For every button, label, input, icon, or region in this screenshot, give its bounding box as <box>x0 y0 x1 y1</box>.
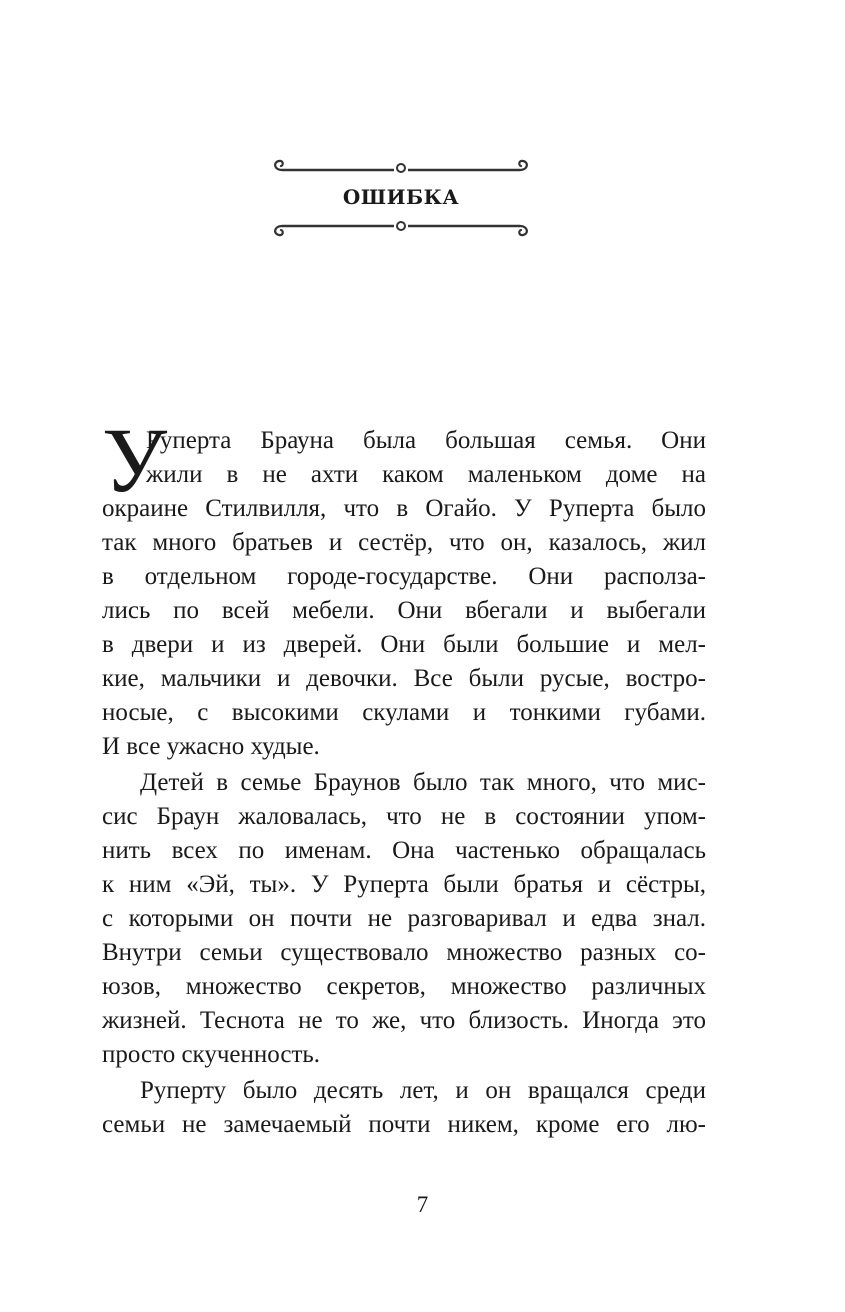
page-number: 7 <box>416 1192 429 1217</box>
text-line: жили в не ахти каком маленьком доме на <box>146 461 706 488</box>
text-line: так много братьев и сестёр, что он, казалось, жил <box>102 529 706 556</box>
text-line: нить всех по именам. Она частенько обращалась <box>102 837 706 864</box>
text-line: в отдельном городе-государстве. Они располза- <box>102 563 706 590</box>
text-line: семьи не замечаемый почти никем, кроме его лю- <box>102 1111 706 1138</box>
text-line: И все ужасно худые. <box>102 733 320 760</box>
text-line: к ним «Эй, ты». У Руперта были братья и сёстры, <box>102 871 706 898</box>
drop-cap: У <box>102 409 168 511</box>
text-line: носые, с высокими скулами и тонкими губами. <box>102 699 706 726</box>
text-line: кие, мальчики и девочки. Все были русые, востро- <box>102 665 706 692</box>
text-line: Руперта Брауна была большая семья. Они <box>146 427 706 454</box>
text-line: жизней. Теснота не то же, что близость. Иногда это <box>102 1007 706 1034</box>
ornament-bottom-divider <box>270 216 532 240</box>
text-line: лись по всей мебели. Они вбегали и выбегали <box>102 597 706 624</box>
chapter-title: ОШИБКА <box>342 185 460 209</box>
text-line: Руперту было десять лет, и он вращался среди <box>140 1077 706 1104</box>
text-line: просто скученность. <box>102 1041 321 1068</box>
text-line: Внутри семьи существовало множество разных со- <box>102 939 706 966</box>
text-line: Детей в семье Браунов было так много, что мис- <box>140 769 706 796</box>
text-line: юзов, множество секретов, множество различных <box>102 973 706 1000</box>
text-line: с которыми он почти не разговаривал и едва знал. <box>102 905 706 932</box>
text-line: окраине Стилвилля, что в Огайо. У Руперта было <box>102 495 706 522</box>
text-line: в двери и из дверей. Они были большие и мел- <box>102 631 706 658</box>
text-line: сис Браун жаловалась, что не в состоянии упом- <box>102 803 706 830</box>
scroll-ornament-icon <box>270 216 532 240</box>
ornament-top-divider <box>270 156 532 180</box>
scroll-ornament-icon <box>270 156 532 180</box>
